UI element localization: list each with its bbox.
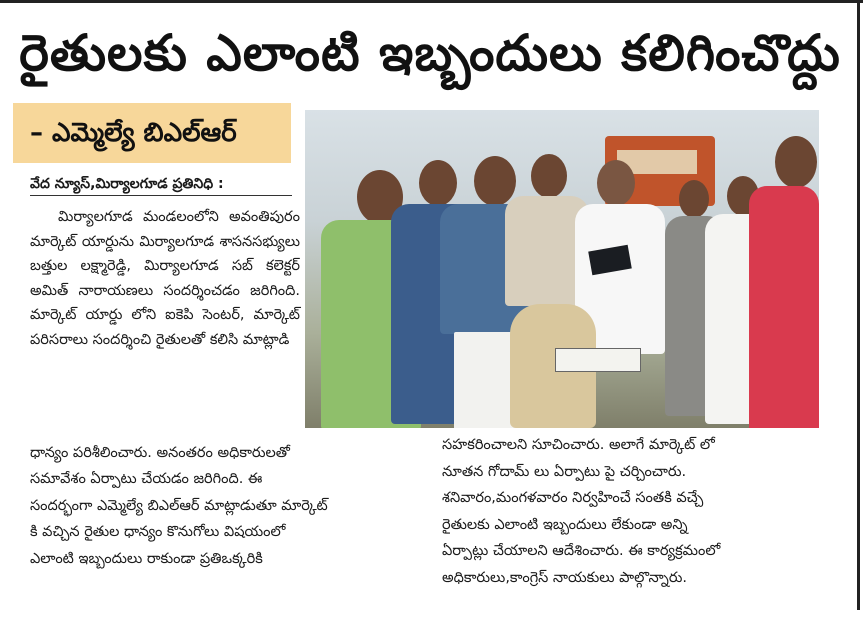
- article-line: అధికారులు,కాంగ్రెస్ నాయకులు పాల్గొన్నారు.: [442, 569, 688, 586]
- article-line: సహకరించాలని సూచించారు. అలాగే మార్కెట్ లో: [442, 437, 715, 453]
- article-line: ధాన్యం పరిశీలించారు. అనంతరం అధికారులతో: [30, 445, 290, 461]
- headline: రైతులకు ఎలాంటి ఇబ్బందులు కలిగించొద్దు: [19, 24, 841, 82]
- article-line: సందర్భంగా ఎమ్మెల్యే బిఎల్ఆర్ మాట్లాడుతూ మార్కెట్: [30, 497, 328, 514]
- news-photo: [305, 110, 819, 428]
- top-border: [0, 0, 863, 3]
- article-line: రైతులకు ఎలాంటి ఇబ్బందులు లేకుండా అన్ని: [442, 516, 688, 533]
- article-body-wide: [30, 440, 422, 572]
- article-line: నూతన గోదామ్ లు ఏర్పాటు పై చర్చించారు.: [442, 463, 687, 480]
- article-body-column: [30, 205, 300, 353]
- article-body-right: [442, 432, 842, 592]
- weighing-scale: [555, 348, 641, 372]
- article-line: శనివారం,మంగళవారం నిర్వహించే సంతకి వచ్చే: [442, 490, 704, 507]
- byline: వేద న్యూస్,మిర్యాలగూడ ప్రతినిధి :: [30, 176, 224, 192]
- article-paragraph: మిర్యాలగూడ మండలంలోని అవంతిపురం మార్కెట్ యార్డును మిర్యాలగూడ శాసనసభ్యులు బత్తుల లక్ష్మారెడ్డి, మిర్యాలగూడ సబ్ కలెక్టర్ అమిత్ నారాయణలు సందర్శించడం జరిగింది. మార్కెట్ యార్డు లోని ఐకెపి సెంటర్, మార్కెట్ పరిసరాలు సందర్శించి రైతులతో కలిసి మాట్లాడి: [30, 209, 300, 348]
- article-line: ఏర్పాట్లు చేయాలని ఆదేశించారు. ఈ కార్యక్రమంలో: [442, 543, 721, 560]
- subheadline: – ఎమ్మెల్యే బిఎల్ఆర్: [30, 118, 237, 148]
- article-line: కి వచ్చిన రైతుల ధాన్యం కొనుగోలు విషయంలో: [30, 524, 286, 541]
- article-line: సమావేశం ఏర్పాటు చేయడం జరిగింది. ఈ: [30, 471, 263, 488]
- byline-underline: [30, 195, 292, 196]
- article-line: ఎలాంటి ఇబ్బందులు రాకుండా ప్రతిఒక్కరికి: [30, 550, 263, 567]
- right-border: [857, 0, 860, 610]
